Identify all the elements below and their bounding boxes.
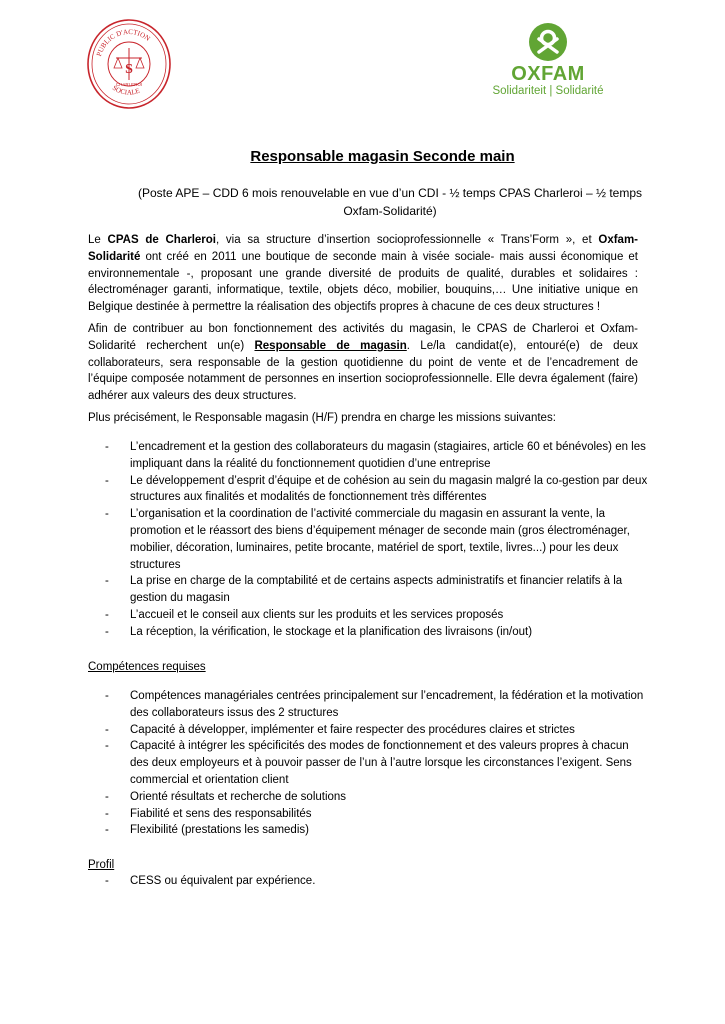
list-item-text: L’encadrement et la gestion des collaborateurs du magasin (stagiaires, article 60 et bénévoles) en les impliquant dans la réalité du fonctionnement quotidien d’une entreprise <box>130 441 646 470</box>
cpas-seal-city-text: CHARLEROI <box>115 82 143 87</box>
list-item <box>88 873 648 890</box>
competences-list <box>88 688 648 839</box>
list-item-text: Fiabilité et sens des responsabilités <box>130 807 312 820</box>
bullet-dash: - <box>105 723 109 736</box>
list-item <box>88 607 648 624</box>
bullet-dash: - <box>105 474 109 487</box>
list-item <box>88 789 648 806</box>
job-subtitle: (Poste APE – CDD 6 mois renouvelable en vue d’un CDI - ½ temps CPAS Charleroi – ½ temps Oxfam-Solidarité) <box>137 186 642 218</box>
cpas-seal-bottom-text: SOCIALE <box>110 83 141 97</box>
list-item <box>88 688 648 722</box>
list-item-text: Capacité à intégrer les spécificités des modes de fonctionnement et des valeurs propres à chacun des deux employeurs et à pouvoir passer de l’un à l’autre lorsque les circonstances l’exigent. Sens commercial et orientation client <box>130 740 632 786</box>
missions-list <box>88 439 648 641</box>
cpas-seal-logo <box>86 18 172 110</box>
list-item <box>88 738 648 788</box>
missions-intro: Plus précisément, le Responsable magasin (H/F) prendra en charge les missions suivantes: <box>88 412 556 424</box>
page-title: Responsable magasin Seconde main <box>250 148 515 165</box>
intro-paragraph-2: Afin de contribuer au bon fonctionnement des activités du magasin, le CPAS de Charleroi et Oxfam-Solidarité recherchent un(e) Responsable de magasin. Le/la candidat(e), entouré(e) de deux collaborateurs, sera responsable de la gestion quotidienne du point de vente et de l’encadrement de l’équipe composée notamment de personnes en insertion socioprofessionnelle. Elle devra également (faire) adhérer aux valeurs des deux structures. <box>88 323 639 403</box>
bullet-dash: - <box>105 508 109 521</box>
list-item-text: L’accueil et le conseil aux clients sur les produits et les services proposés <box>130 608 504 621</box>
competences-heading: Compétences requises <box>88 661 206 673</box>
list-item-text: La réception, la vérification, le stockage et la planification des livraisons (in/out) <box>130 625 533 638</box>
intro-paragraph-1: Le CPAS de Charleroi, via sa structure d’insertion socioprofessionnelle « Trans’Form », et Oxfam-Solidarité ont créé en 2011 une boutique de seconde main à visée sociale- mais aussi économique et environnementale -, proposant une grande diversité de produits de qualité, durables et solidaires : électroménager garanti, informatique, textile, objets déco, mobilier, bouquins,… Une initiative unique en Belgique destinée à permettre la réalisation des objectifs propres à chacune de ces deux structures ! <box>88 234 638 314</box>
list-item <box>88 573 648 607</box>
bullet-dash: - <box>105 441 109 453</box>
list-item <box>88 806 648 823</box>
list-item <box>88 722 648 739</box>
bullet-dash: - <box>105 740 109 753</box>
bullet-dash: - <box>105 625 109 638</box>
cpas-name: CPAS de Charleroi <box>107 234 216 246</box>
svg-text:S: S <box>125 62 133 77</box>
list-item <box>88 473 648 507</box>
oxfam-symbol-icon <box>528 22 568 62</box>
list-item-text: La prise en charge de la comptabilité et de certains aspects administratifs et financier relatifs à la gestion du magasin <box>130 575 623 605</box>
bullet-dash: - <box>105 690 109 702</box>
bullet-dash: - <box>105 824 109 837</box>
oxfam-wordmark: OXFAM <box>511 63 585 85</box>
bullet-dash: - <box>105 790 109 803</box>
bullet-dash: - <box>105 575 109 588</box>
list-item-text: Le développement d’esprit d’équipe et de cohésion au sein du magasin malgré la co-gestion par deux structures aux finalités et modalités de fonctionnement très différentes <box>130 474 648 504</box>
bullet-dash: - <box>105 807 109 820</box>
list-item-text: L’organisation et la coordination de l’activité commerciale du magasin en assurant la vente, la promotion et le réassort des biens d’équipement ménager de seconde main (gros électroménager, mobilier, décoration, luminaires, petite brocante, matériel de sport, textile, livres...) pour les deux structures <box>130 508 630 571</box>
list-item <box>88 439 648 473</box>
oxfam-name: Oxfam-Solidarité <box>88 234 638 263</box>
list-item-text: Compétences managériales centrées principalement sur l’encadrement, la fédération et la motivation des collaborateurs issus des 2 structures <box>130 690 644 719</box>
list-item <box>88 506 648 573</box>
cpas-seal-top-text: PUBLIC D'ACTION <box>95 27 152 58</box>
bullet-dash: - <box>105 875 109 887</box>
oxfam-logo <box>480 22 616 112</box>
list-item <box>88 624 648 641</box>
oxfam-tagline: Solidariteit | Solidarité <box>492 85 604 97</box>
profil-list <box>88 873 648 890</box>
list-item-text: Capacité à développer, implémenter et faire respecter des procédures claires et strictes <box>130 723 575 736</box>
list-item-text: CESS ou équivalent par expérience. <box>130 875 316 887</box>
list-item-text: Flexibilité (prestations les samedis) <box>130 824 309 837</box>
list-item-text: Orienté résultats et recherche de solutions <box>130 790 347 803</box>
role-name: Responsable de magasin <box>254 339 407 352</box>
profil-heading: Profil <box>88 859 115 871</box>
list-item <box>88 822 648 839</box>
bullet-dash: - <box>105 608 109 621</box>
